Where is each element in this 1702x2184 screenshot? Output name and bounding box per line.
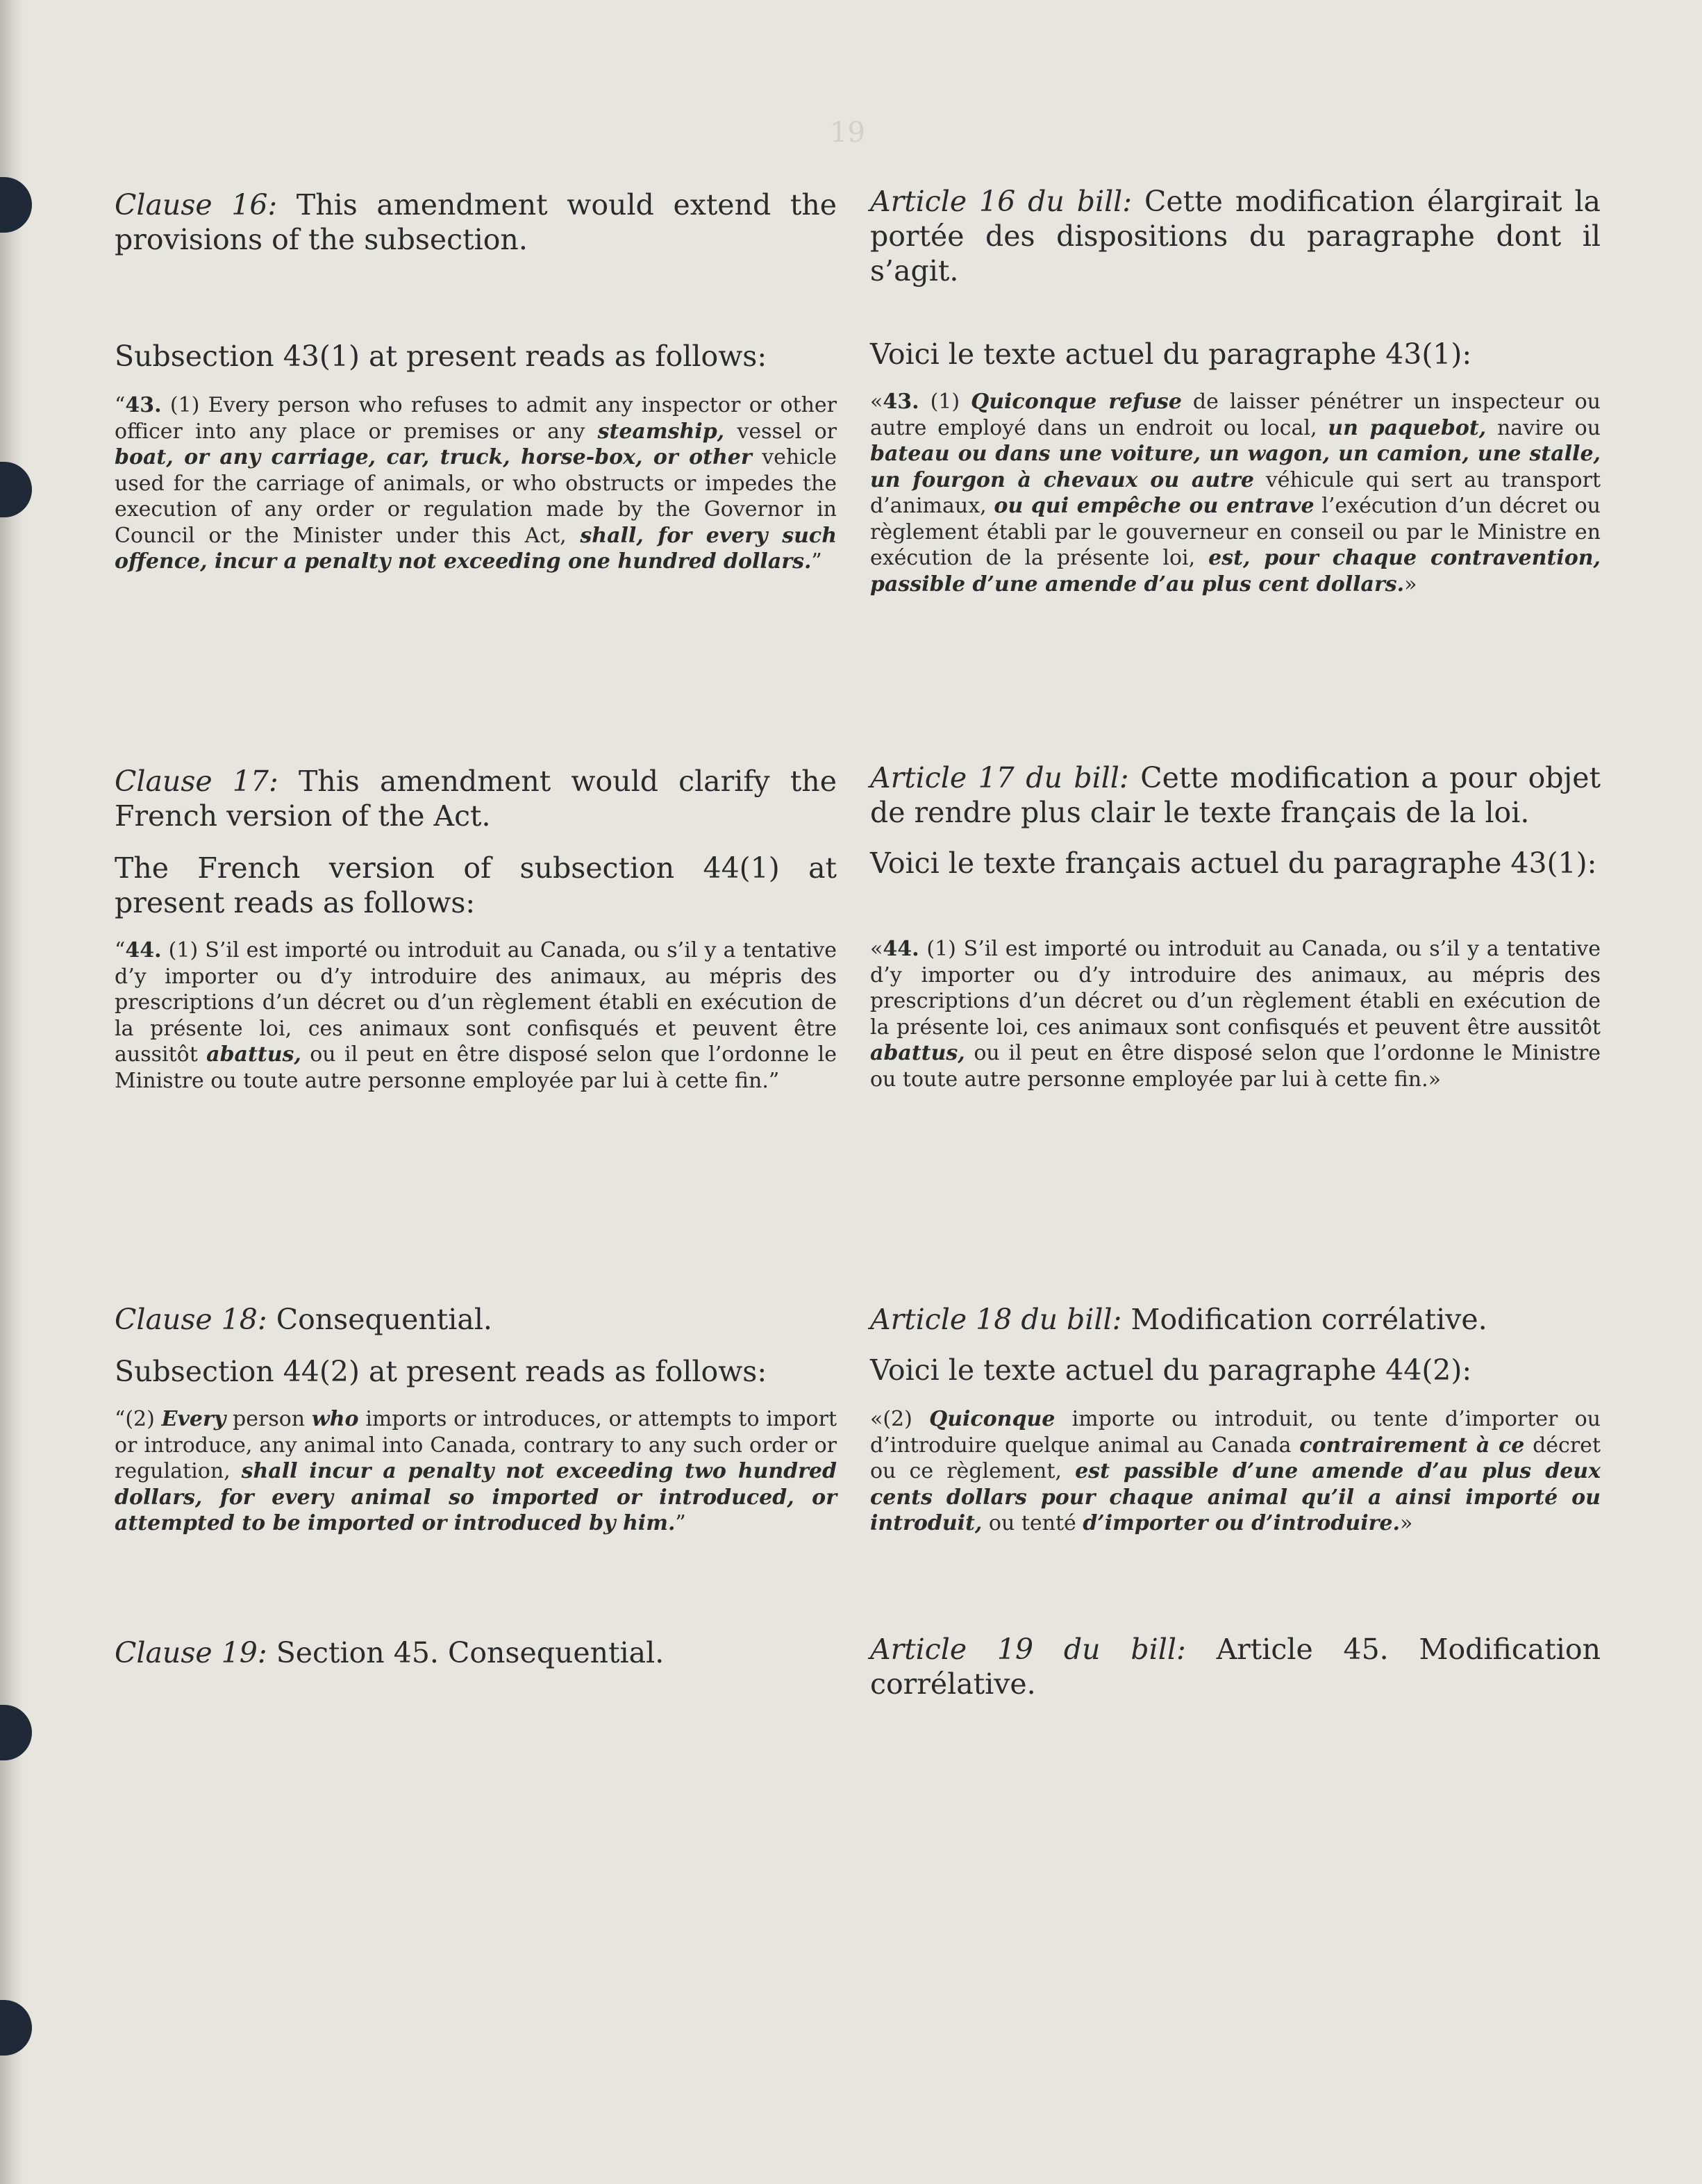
paragraphe-44-1-heading: Voici le texte français actuel du paragraphe 43(1):	[870, 847, 1597, 880]
clause-18-note	[115, 1302, 837, 1337]
clause-16-note	[115, 187, 837, 257]
paragraphe-44-2-quote: «(2) Quiconque importe ou introduit, ou tente d’importer ou d’introduire quelque animal au Canada contrairement à ce décret ou ce règlement, est passible d’une amende d’au plus deux cents dollars pour chaque animal qu’il a ainsi importé ou introduit, ou tenté d’importer ou d’introduire.»	[870, 1407, 1601, 1535]
clause-label: Clause 19:	[115, 1636, 267, 1669]
clause-text: This amendment would clarify the French version of the Act.	[115, 765, 837, 833]
paragraphe-43-heading: Voici le texte actuel du paragraphe 43(1):	[870, 337, 1472, 371]
clause-17-note	[115, 764, 837, 833]
clause-label: Clause 17:	[115, 765, 278, 798]
clause-19-note	[115, 1635, 837, 1670]
article-label: Article 18 du bill:	[870, 1303, 1122, 1336]
punch-hole	[0, 462, 32, 517]
subsection-43-heading: Subsection 43(1) at present reads as follows:	[115, 340, 767, 373]
clause-text: This amendment would extend the provisions of the subsection.	[115, 188, 837, 256]
paragraphe-43-quote: «43. (1) Quiconque refuse de laisser pénétrer un inspecteur ou autre employé dans un endroit ou local, un paquebot, navire ou bateau ou dans une voiture, un wagon, un camion, une stalle, un fourgon à chevaux ou autre véhicule qui sert au transport d’animaux, ou qui empêche ou entrave l’exécution d’un décret ou règlement établi par le gouverneur en conseil ou par le Ministre en exécution de la présente loi, est, pour chaque contravention, passible d’une amende d’au plus cent dollars.»	[870, 390, 1601, 597]
clause-label: Clause 16:	[115, 188, 278, 222]
article-18-note	[870, 1302, 1601, 1337]
article-16-note	[870, 184, 1601, 288]
punch-hole	[0, 1705, 32, 1760]
subsection-43-quote: “43. (1) Every person who refuses to admit any inspector or other officer into any place or premises or any steamship, vessel or boat, or any carriage, car, truck, horse-box, or other vehicle used for the carriage of animals, or who obstructs or impedes the execution of any order or regulation made by the Governor in Council or the Minister under this Act, shall, for every such offence, incur a penalty not exceeding one hundred dollars.”	[115, 393, 837, 574]
binding-edge	[0, 0, 24, 2184]
article-17-note	[870, 760, 1601, 830]
page-number: 19	[830, 117, 865, 149]
clause-text: Section 45. Consequential.	[276, 1636, 665, 1669]
clause-label: Clause 18:	[115, 1303, 267, 1336]
article-text: Article 45. Modification corrélative.	[870, 1633, 1601, 1701]
paragraphe-44-1-quote: «44. (1) S’il est importé ou introduit au Canada, ou s’il y a tentative d’y importer ou d’y introduire des animaux, au mépris des prescriptions d’un décret ou d’un règlement établi en exécution de la présente loi, ces animaux sont confisqués et peuvent être aussitôt abattus, ou il peut en être disposé selon que l’ordonne le Ministre ou toute autre personne employée par lui à cette fin.»	[870, 937, 1601, 1092]
clause-text: Consequential.	[276, 1303, 492, 1336]
article-label: Article 19 du bill:	[870, 1633, 1186, 1666]
article-text: Cette modification a pour objet de rendre plus clair le texte français de la loi.	[870, 761, 1601, 829]
paragraphe-44-2-heading: Voici le texte actuel du paragraphe 44(2):	[870, 1353, 1472, 1387]
punch-hole	[0, 177, 32, 233]
article-text: Cette modification élargirait la portée des dispositions du paragraphe dont il s’agit.	[870, 185, 1601, 287]
article-label: Article 16 du bill:	[870, 185, 1133, 218]
punch-hole	[0, 2000, 32, 2056]
subsection-44-1-quote: “44. (1) S’il est importé ou introduit au Canada, ou s’il y a tentative d’y importer ou d’y introduire des animaux, au mépris des prescriptions d’un décret ou d’un règlement établi en exécution de la présente loi, ces animaux sont confisqués et peuvent être aussitôt abattus, ou il peut en être disposé selon que l’ordonne le Ministre ou toute autre personne employée par lui à cette fin.”	[115, 938, 837, 1093]
subsection-44-2-quote: “(2) Every person who imports or introduces, or attempts to import or introduce, any animal into Canada, contrary to any such order or regulation, shall incur a penalty not exceeding two hundred dollars, for every animal so imported or introduced, or attempted to be imported or introduced by him.”	[115, 1407, 837, 1535]
subsection-44-2-heading: Subsection 44(2) at present reads as follows:	[115, 1355, 767, 1388]
article-text: Modification corrélative.	[1131, 1303, 1487, 1336]
article-19-note	[870, 1632, 1601, 1701]
article-label: Article 17 du bill:	[870, 761, 1129, 794]
subsection-44-1-heading: The French version of subsection 44(1) at present reads as follows:	[115, 851, 837, 919]
